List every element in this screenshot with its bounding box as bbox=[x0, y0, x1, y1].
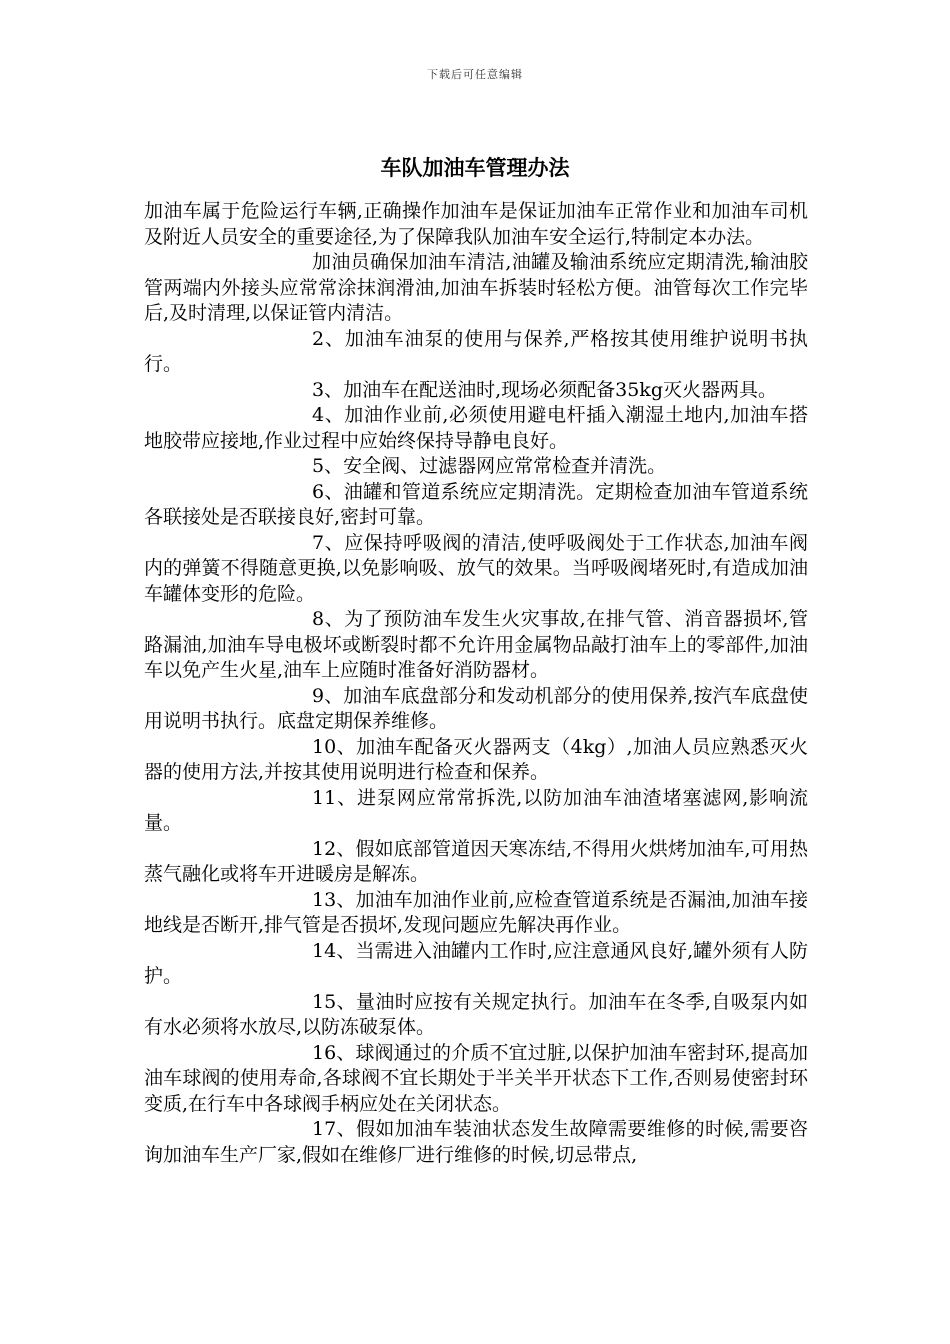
rule-item: 16、球阀通过的介质不宜过脏,以保护加油车密封环,提高加油车球阀的使用寿命,各球阀不宜长期处于半关半开状态下工作,否则易使密封环变质,在行车中各球阀手柄应处在关闭状态。 bbox=[144, 1041, 808, 1115]
rule-item: 13、加油车加油作业前,应检查管道系统是否漏油,加油车接地线是否断开,排气管是否损坏,发现问题应先解决再作业。 bbox=[144, 888, 808, 936]
rule-item: 17、假如加油车装油状态发生故障需要维修的时候,需要咨询加油车生产厂家,假如在维修厂进行维修的时候,切忌带点, bbox=[144, 1118, 808, 1166]
rule-item: 6、油罐和管道系统应定期清洗。定期检查加油车管道系统各联接处是否联接良好,密封可靠。 bbox=[144, 480, 808, 528]
rule-item: 7、应保持呼吸阀的清洁,使呼吸阀处于工作状态,加油车阀内的弹簧不得随意更换,以免影响吸、放气的效果。当呼吸阀堵死时,有造成加油车罐体变形的危险。 bbox=[144, 531, 808, 605]
rule-item: 8、为了预防油车发生火灾事故,在排气管、消音器损坏,管路漏油,加油车导电极坏或断裂时都不允许用金属物品敲打油车上的零部件,加油车以免产生火星,油车上应随时准备好消防器材。 bbox=[144, 608, 808, 681]
rule-item: 加油员确保加油车清洁,油罐及输油系统应定期清洗,输油胶管两端内外接头应常常涂抹润滑油,加油车拆装时轻松方便。油管每次工作完毕后,及时清理,以保证管内清洁。 bbox=[144, 251, 808, 324]
header-note: 下载后可任意编辑 bbox=[427, 68, 523, 81]
rule-item: 11、进泵网应常常拆洗,以防加油车油渣堵塞滤网,影响流量。 bbox=[144, 786, 808, 834]
rule-item: 10、加油车配备灭火器两支（4kg）,加油人员应熟悉灭火器的使用方法,并按其使用说明进行检查和保养。 bbox=[144, 735, 808, 783]
intro-paragraph: 加油车属于危险运行车辆,正确操作加油车是保证加油车正常作业和加油车司机及附近人员安全的重要途径,为了保障我队加油车安全运行,特制定本办法。 bbox=[144, 200, 808, 248]
rule-item: 2、加油车油泵的使用与保养,严格按其使用维护说明书执行。 bbox=[144, 327, 808, 375]
document-body bbox=[144, 199, 808, 1168]
rule-item: 4、加油作业前,必须使用避电杆插入潮湿土地内,加油车搭地胶带应接地,作业过程中应始终保持导静电良好。 bbox=[144, 404, 808, 452]
rule-item: 12、假如底部管道因天寒冻结,不得用火烘烤加油车,可用热蒸气融化或将车开进暖房是解冻。 bbox=[144, 837, 808, 885]
rule-item: 14、当需进入油罐内工作时,应注意通风良好,罐外须有人防护。 bbox=[144, 939, 808, 987]
rule-item: 9、加油车底盘部分和发动机部分的使用保养,按汽车底盘使用说明书执行。底盘定期保养维修。 bbox=[144, 684, 808, 732]
rule-item: 3、加油车在配送油时,现场必须配备35kg灭火器两具。 bbox=[312, 378, 777, 401]
rule-item: 5、安全阀、过滤器网应常常检查并清洗。 bbox=[312, 455, 667, 477]
document-title: 车队加油车管理办法 bbox=[380, 156, 570, 180]
rule-item: 15、量油时应按有关规定执行。加油车在冬季,自吸泵内如有水必须将水放尽,以防冻破泵体。 bbox=[144, 990, 808, 1038]
